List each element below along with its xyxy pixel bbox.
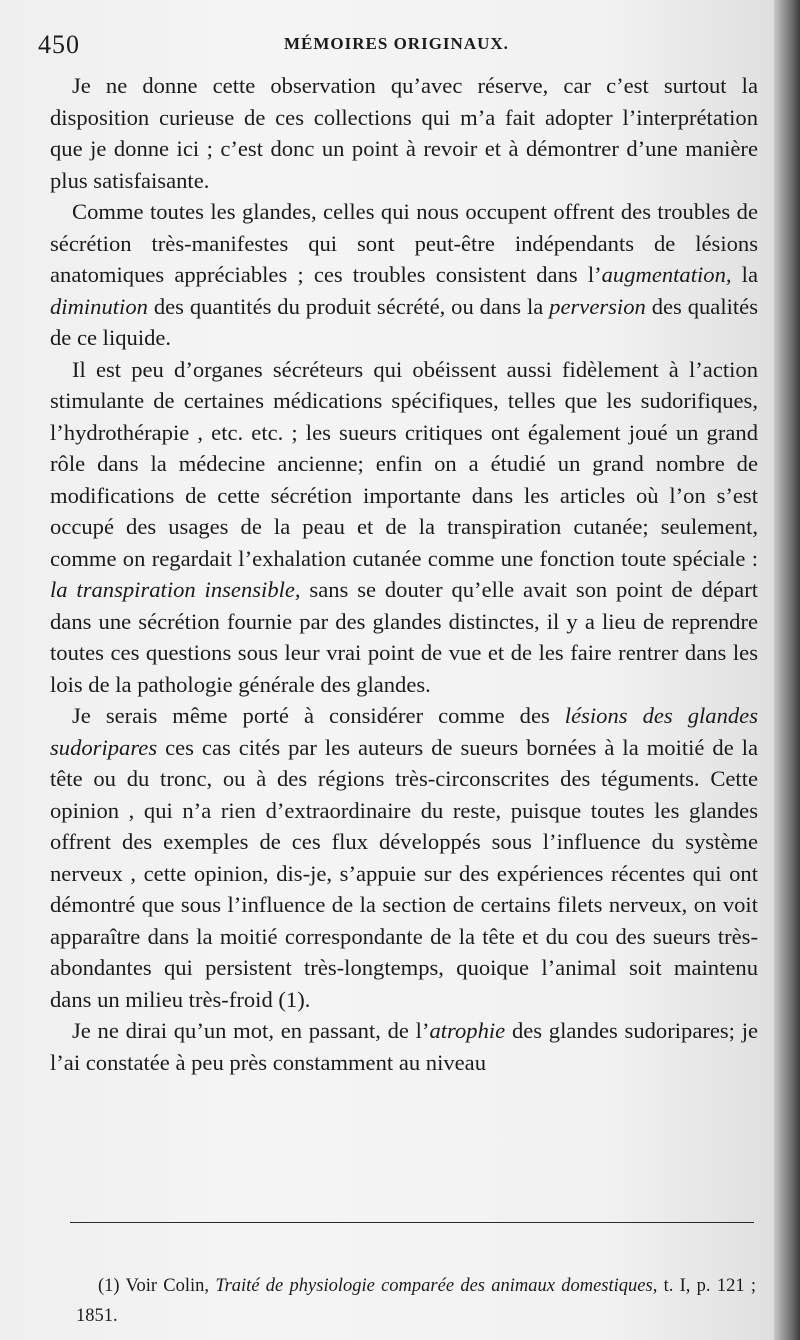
text: Il est peu d’organes sécréteurs qui obéissent aussi fidèlement à l’action stimulante de certaines médications spécifiques, telles que les sudorifiques, l’hydrothérapie , etc. etc. ; les sueurs critiques ont également joué un grand rôle dans la médecine ancienne; enfin on a étudié un grand nombre de modifications de cette sécrétion importante dans les articles où l’on s’est occupé des usages de la peau et de la transpiration cutanée; seulement, comme on regardait l’exhalation cutanée comme une fonction toute spéciale : (50, 356, 758, 571)
italic-text: atrophie (429, 1018, 506, 1043)
text: ces cas cités par les auteurs de sueurs bornées à la moitié de la tête ou du tronc, ou à des régions très-circonscrites des téguments. Cette opinion , qui n’a rien d’extraordinaire du reste, puisque toutes les glandes offrent des exemples de ces flux développés sous l’influence du système nerveux , cette opinion, dis-je, s’appuie sur des expériences récentes qui ont démontré que sous l’influence de la section de certains filets nerveux, on voit apparaître dans la moitié correspondante de la tête et du cou des sueurs très-abondantes qui persistent très-longtemps, quoique l’animal soit maintenu dans un milieu très-froid (1). (50, 734, 758, 1012)
text: des qualités de ce liquide. (50, 293, 758, 350)
running-head: MÉMOIRES ORIGINAUX. (284, 34, 509, 53)
text: Comme toutes les glandes, celles qui nous occupent offrent des troubles de sécrétion très-manifestes qui sont peut-être indépendants de lésions anatomiques appréciables ; ces troubles consistent dans l’ (50, 199, 758, 287)
text: Je ne dirai qu’un mot, en passant, de l’ (72, 1018, 430, 1043)
paragraph-2 (50, 196, 758, 354)
text: Je ne donne cette observation qu’avec réserve, car c’est surtout la disposition curieuse de ces collections qui m’a fait adopter l’interprétation que je donne ici ; c’est donc un point à revoir et à démontrer d’une manière plus satisfaisante. (50, 73, 758, 193)
paragraph-1 (50, 70, 758, 196)
text: sans se douter qu’elle avait son point de départ dans une sécrétion fournie par des glandes distinctes, il y a lieu de reprendre toutes ces questions sous leur vrai point de vue et de les faire rentrer dans les lois de la pathologie générale des glandes. (50, 577, 759, 697)
italic-text: diminution (50, 293, 148, 319)
body-text (50, 70, 758, 1078)
page-binding-edge (774, 0, 800, 1340)
paragraph-5 (50, 1015, 758, 1078)
italic-text: la transpiration insensible, (50, 577, 301, 602)
text: Je serais même porté à considérer comme des (72, 703, 565, 728)
page-number: 450 (38, 30, 80, 59)
paragraph-4 (50, 700, 758, 1015)
footnote-text: (1) Voir Colin, (98, 1275, 216, 1296)
footnote-title: Traité de physiologie comparée des animaux domestiques (215, 1275, 653, 1296)
paragraph-3 (50, 354, 758, 701)
text: des glandes sudoripares; je l’ai constatée à peu près constamment au niveau (50, 1018, 758, 1075)
footnote (76, 1271, 756, 1331)
page-header (38, 30, 758, 60)
text: des quantités du produit sécrété, ou dans la (147, 293, 550, 319)
text: la (731, 262, 758, 287)
italic-text: augmentation, (601, 262, 732, 287)
italic-text: perversion (549, 293, 646, 319)
footnote-text: , t. I, p. 121 ; 1851. (76, 1275, 756, 1326)
footnote-rule (70, 1222, 754, 1223)
italic-text: lésions des glandes sudoripares (50, 703, 758, 760)
